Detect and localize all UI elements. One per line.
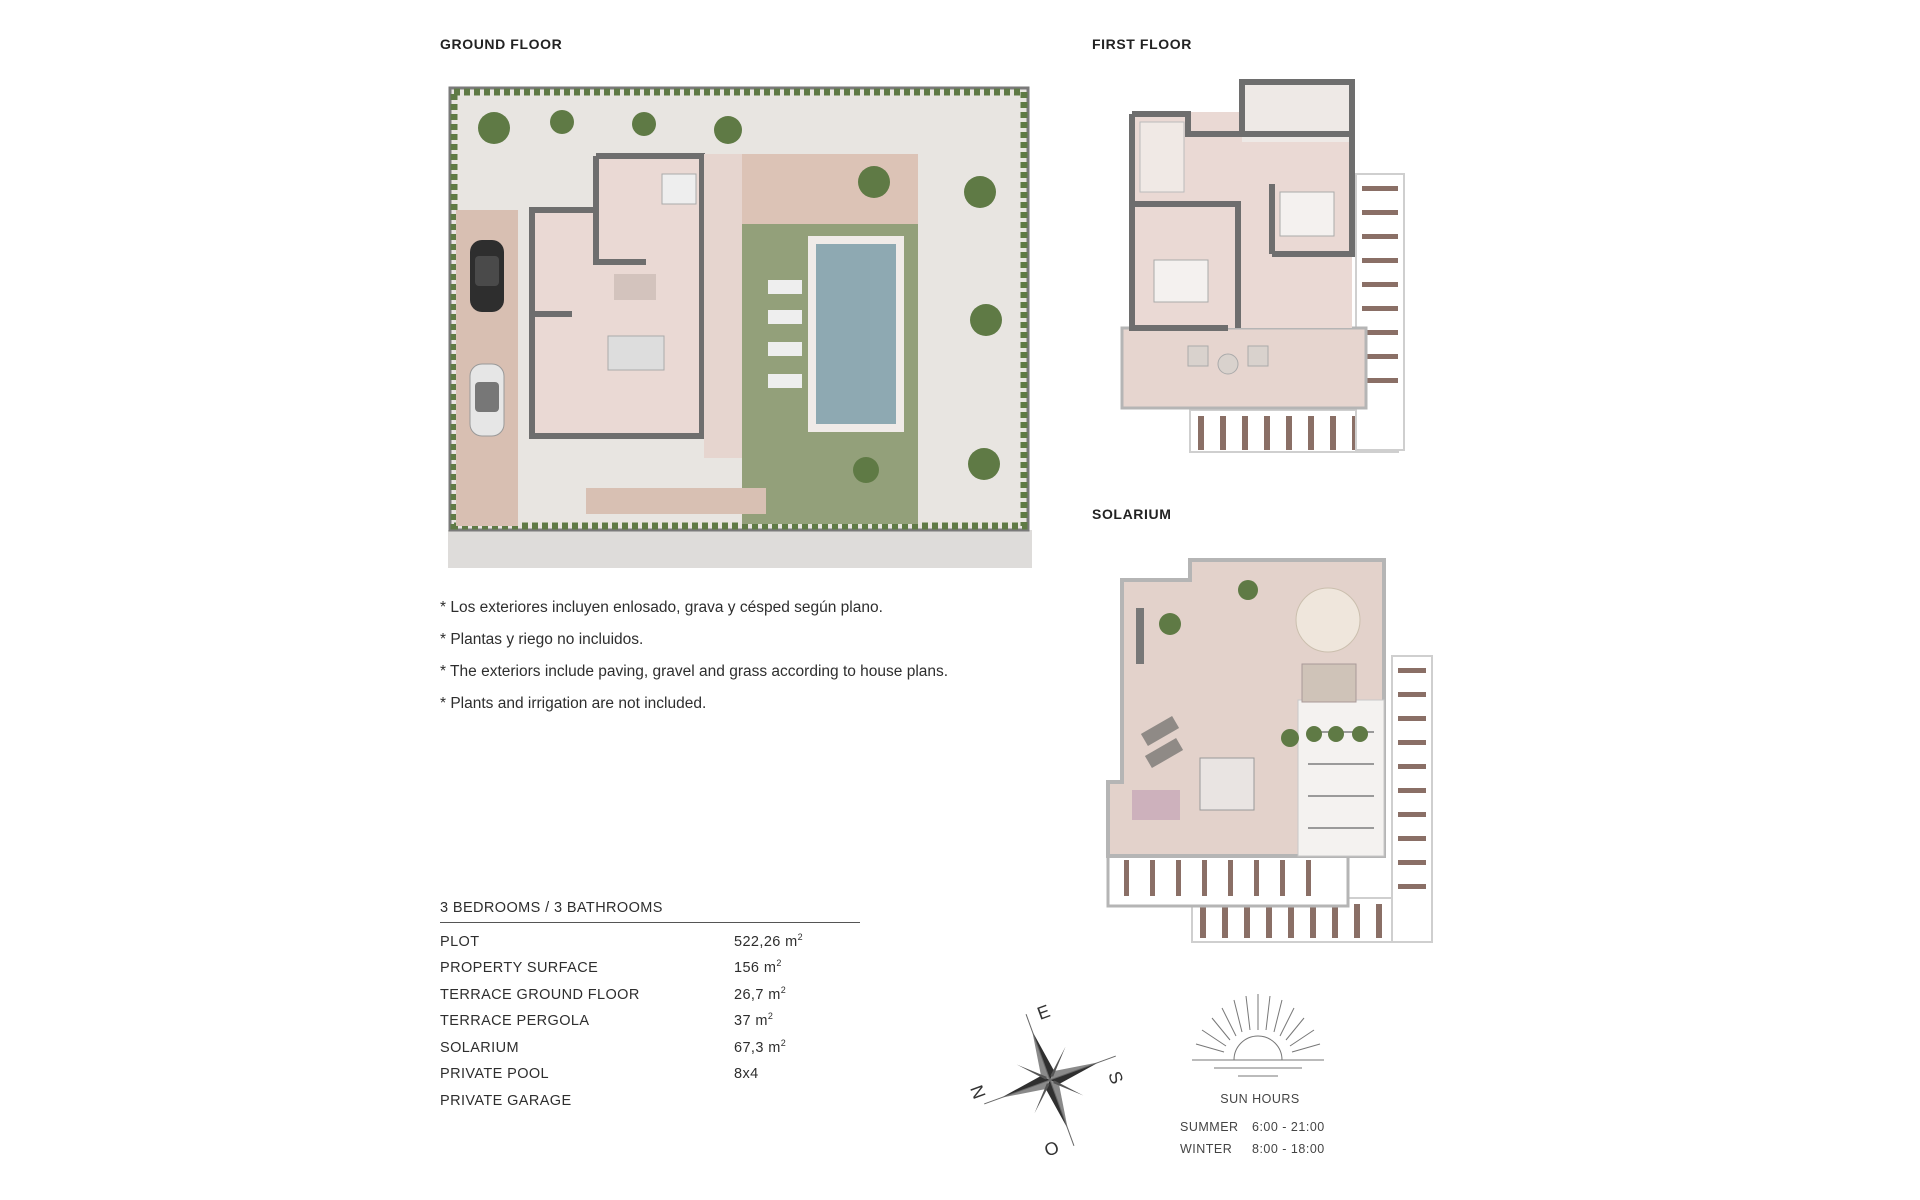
compass-east-label: E xyxy=(1034,1000,1053,1024)
ground-floor-plan xyxy=(446,84,1034,570)
compass-south-label: S xyxy=(1104,1068,1128,1087)
specs-title: 3 BEDROOMS / 3 BATHROOMS xyxy=(440,900,860,923)
first-floor-plan xyxy=(1118,74,1438,466)
car-icon xyxy=(470,240,504,312)
compass-rose-icon xyxy=(966,1000,1128,1161)
compass-north-label: N xyxy=(966,1082,990,1102)
note-line: * Plants and irrigation are not included. xyxy=(440,695,707,712)
spec-label: PROPERTY SURFACE xyxy=(440,960,599,976)
spec-value: 37 $m^2$ xyxy=(734,1011,774,1029)
specs-table xyxy=(440,900,860,1109)
solarium-plan xyxy=(1104,552,1444,956)
spec-row xyxy=(440,976,860,1003)
sun-hours xyxy=(1180,1092,1340,1164)
spec-value: 26,7 $m^2$ xyxy=(734,984,787,1003)
spec-label: TERRACE GROUND FLOOR xyxy=(440,986,640,1003)
spec-label: PRIVATE POOL xyxy=(440,1066,550,1082)
first-floor-heading: FIRST FLOOR xyxy=(1092,36,1192,52)
bed-icon xyxy=(1154,260,1208,302)
sun-hours-caption: SUN HOURS xyxy=(1220,1092,1300,1106)
sunset-icon xyxy=(1186,990,1330,1082)
sun-hours-row xyxy=(1180,1120,1340,1142)
sun-season: SUMMER xyxy=(1180,1120,1239,1134)
spec-row xyxy=(440,1003,860,1030)
sun-hours-row xyxy=(1180,1142,1340,1164)
spec-row xyxy=(440,923,860,950)
sun-season: WINTER xyxy=(1180,1142,1233,1156)
spec-label: PLOT xyxy=(440,933,480,950)
note-line: * Los exteriores incluyen enlosado, grava y césped según plano. xyxy=(440,599,883,616)
car-icon xyxy=(470,364,504,436)
ground-floor-heading: GROUND FLOOR xyxy=(440,36,563,52)
spec-label: TERRACE PERGOLA xyxy=(440,1013,590,1029)
solarium-heading: SOLARIUM xyxy=(1092,506,1172,522)
spec-row xyxy=(440,1029,860,1056)
spec-label: PRIVATE GARAGE xyxy=(440,1092,572,1109)
jacuzzi-icon xyxy=(1200,758,1254,810)
spec-value: 156 $m^2$ xyxy=(734,958,782,976)
spec-value: 522,26 $m^2$ xyxy=(734,931,804,950)
spec-value: 67,3 $m^2$ xyxy=(734,1037,787,1056)
spec-row xyxy=(440,1082,860,1109)
umbrella-icon xyxy=(1296,588,1360,652)
note-line: * The exteriors include paving, gravel and grass according to house plans. xyxy=(440,663,949,680)
spec-row xyxy=(440,950,860,977)
pool xyxy=(816,244,896,424)
notes xyxy=(440,596,1060,724)
bed-icon xyxy=(1280,192,1334,236)
sun-hours-value: 8:00 - 18:00 xyxy=(1252,1142,1325,1156)
spec-value: 8x4 xyxy=(734,1066,759,1082)
note-line: * Plantas y riego no incluidos. xyxy=(440,631,644,648)
sun-hours-value: 6:00 - 21:00 xyxy=(1252,1120,1325,1134)
compass-west-label: O xyxy=(1041,1136,1062,1161)
spec-row xyxy=(440,1056,860,1083)
spec-label: SOLARIUM xyxy=(440,1039,519,1056)
